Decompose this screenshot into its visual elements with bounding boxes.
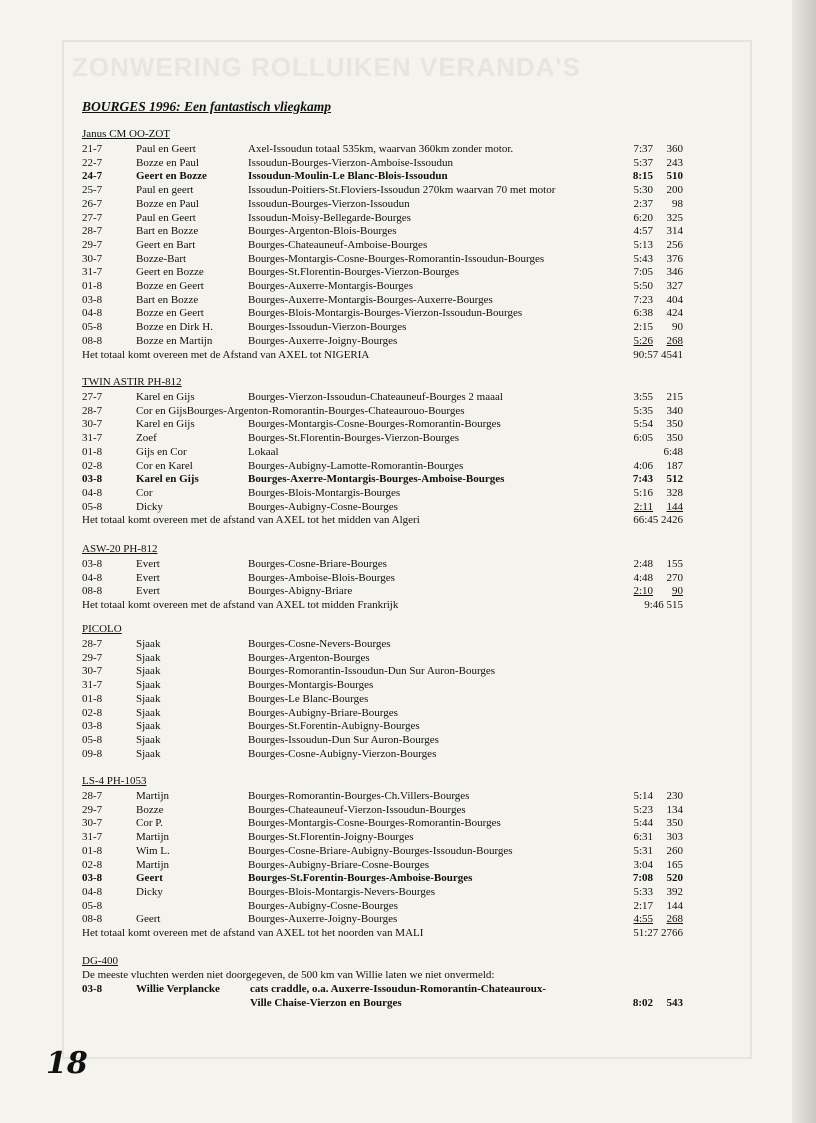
- flight-row: [0, 747, 816, 761]
- dg400-note: De meeste vluchten werden niet doorgegeven, de 500 km van Willie laten we niet onvermeld:: [82, 969, 495, 981]
- flight-crew: Cor P.: [136, 817, 163, 830]
- flight-crew: Sjaak: [136, 747, 161, 760]
- flight-route: Bourges-Auxerre-Montargis-Bourges-Auxerre-Bourges: [248, 293, 493, 306]
- flight-time: 8:15: [632, 170, 653, 183]
- flight-row: [0, 803, 816, 817]
- flight-crew: Sjaak: [136, 651, 161, 664]
- flight-route: Lokaal: [248, 445, 279, 458]
- flight-km: 360: [666, 143, 683, 155]
- flight-route: Bourges-Montargis-Cosne-Bourges-Romorantin-Issoudun-Bourges: [248, 252, 545, 265]
- flight-km: 512: [666, 473, 683, 486]
- flight-date: 01-8: [82, 280, 103, 292]
- flight-route: Bourges-Issoudun-Vierzon-Bourges: [248, 321, 407, 334]
- flight-date: 26-7: [82, 197, 103, 210]
- flight-row: [0, 982, 816, 996]
- flight-time: 5:30: [633, 184, 653, 197]
- flight-row: [0, 472, 816, 486]
- flight-date: 31-7: [82, 831, 103, 844]
- flight-row: [0, 252, 816, 266]
- flight-row: [0, 719, 816, 733]
- flight-route: Bourges-Blois-Montargis-Bourges-Vierzon-Issoudun-Bourges: [248, 307, 523, 320]
- section-total-value: 9:46 515: [644, 599, 683, 612]
- flight-row: [0, 156, 816, 170]
- flight-crew: Geert en Bozze: [136, 266, 204, 279]
- flight-crew: Wim L.: [136, 844, 170, 857]
- flight-route: cats craddle, o.a. Auxerre-Issoudun-Romorantin-Chateauroux-: [250, 983, 546, 995]
- flight-crew: Bozze-Bart: [136, 252, 187, 265]
- flight-km: 144: [666, 899, 683, 912]
- flight-route: Bourges-St.Florentin-Joigny-Bourges: [248, 831, 414, 844]
- flight-date: 24-7: [82, 170, 103, 183]
- flight-crew: Sjaak: [136, 638, 161, 650]
- flight-date: 31-7: [82, 679, 103, 692]
- flight-row: [0, 885, 816, 899]
- flight-date: 30-7: [82, 817, 103, 830]
- flight-route-continued: Ville Chaise-Vierzon en Bourges: [250, 997, 402, 1009]
- flight-km: 6:48: [663, 445, 683, 458]
- flight-route: Bourges-Axerre-Montargis-Bourges-Amboise-Bourges: [248, 473, 505, 486]
- flight-crew: Sjaak: [136, 733, 161, 746]
- flight-row: [0, 789, 816, 803]
- flight-crew: Bozze en Martijn: [136, 334, 213, 347]
- flight-row: [0, 830, 816, 844]
- flight-date: 03-8: [82, 872, 103, 885]
- page-title: BOURGES 1996: Een fantastisch vliegkamp: [82, 99, 332, 114]
- flight-route: Bourges-St.Forentin-Aubigny-Bourges: [248, 720, 420, 733]
- flight-row: [0, 390, 816, 404]
- flight-km: 350: [666, 432, 683, 445]
- flight-date: 03-8: [82, 983, 103, 995]
- flight-route: Bourges-Romorantin-Issoudun-Dun Sur Auron-Bourges: [248, 665, 496, 678]
- flight-km: 327: [666, 280, 683, 292]
- flight-time: 5:31: [633, 844, 653, 857]
- flight-row: [0, 637, 816, 651]
- flight-crew: Karel en Gijs: [136, 418, 195, 431]
- flight-time: 5:14: [633, 790, 653, 802]
- section-heading: TWIN ASTIR PH-812: [82, 376, 182, 388]
- flight-time: 5:23: [633, 803, 653, 816]
- flight-row: [0, 238, 816, 252]
- flight-time: 5:33: [633, 885, 653, 898]
- flight-crew: Bozze en Dirk H.: [136, 321, 213, 334]
- flight-date: 01-8: [82, 692, 103, 705]
- flight-time: 3:55: [633, 391, 653, 403]
- flight-crew: Geert: [136, 913, 161, 926]
- flight-route: Bourges-Auxerre-Joigny-Bourges: [248, 334, 398, 347]
- flight-date: 31-7: [82, 266, 103, 279]
- flight-km: 350: [666, 817, 683, 830]
- flight-crew: Paul en Geert: [136, 143, 196, 155]
- flight-km: 243: [666, 156, 683, 169]
- flight-crew: Bozze en Geert: [136, 280, 204, 292]
- flight-row: [0, 279, 816, 293]
- flight-crew: Geert en Bart: [136, 238, 196, 251]
- flight-time: 2:48: [633, 558, 653, 570]
- flight-date: 25-7: [82, 184, 103, 197]
- flight-crew: Sjaak: [136, 692, 161, 705]
- flight-time: 2:11: [633, 500, 653, 513]
- flight-crew: Dicky: [136, 500, 163, 513]
- flight-time: 5:35: [633, 404, 653, 417]
- flight-date: 04-8: [82, 885, 103, 898]
- flight-km: 314: [666, 225, 683, 238]
- flight-row: [0, 651, 816, 665]
- flight-km: 187: [666, 459, 683, 472]
- flight-row: [0, 211, 816, 225]
- flight-route: Bourges-Blois-Montargis-Bourges: [248, 486, 401, 499]
- flight-row: [0, 996, 816, 1010]
- page-number: 18: [46, 1046, 88, 1081]
- flight-crew: Bart en Bozze: [136, 225, 199, 238]
- flight-crew: Sjaak: [136, 706, 161, 719]
- section-total-text: Het totaal komt overeen met de afstand van AXEL tot het noorden van MALI: [82, 927, 424, 939]
- flight-time: 5:13: [633, 238, 653, 251]
- flight-time: 7:05: [633, 266, 653, 279]
- flight-crew: Cor en Karel: [136, 459, 193, 472]
- flight-km: 200: [666, 184, 683, 197]
- flight-km: 510: [666, 170, 683, 183]
- flight-row: [0, 183, 816, 197]
- flight-row: [0, 445, 816, 459]
- section-total-text: Het totaal komt overeen met de afstand van AXEL tot het midden van Algeri: [82, 514, 420, 527]
- flight-time: 7:08: [632, 872, 653, 885]
- flight-route: Bourges-Cosne-Aubigny-Vierzon-Bourges: [248, 747, 437, 760]
- flight-route: Bourges-Aubigny-Cosne-Bourges: [248, 500, 398, 513]
- flight-date: 27-7: [82, 391, 103, 403]
- flight-route: Bourges-Montargis-Cosne-Bourges-Romorantin-Bourges: [248, 817, 501, 830]
- flight-km: 328: [666, 486, 683, 499]
- flight-km: 270: [666, 571, 683, 584]
- flight-date: 08-8: [82, 585, 103, 598]
- flight-date: 27-7: [82, 211, 103, 224]
- flight-route: Bourges-Auxerre-Montargis-Bourges: [248, 280, 413, 292]
- flight-crew: Geert: [136, 872, 163, 885]
- section-total-value: 66:45 2426: [633, 514, 683, 527]
- flight-route: Bourges-Romorantin-Bourges-Ch.Villers-Bourges: [248, 790, 470, 802]
- flight-crew: Martijn: [136, 831, 169, 844]
- flight-date: 09-8: [82, 747, 103, 760]
- flight-km: 268: [666, 913, 683, 926]
- flight-date: 04-8: [82, 486, 103, 499]
- flight-route: Bourges-Aubigny-Cosne-Bourges: [248, 899, 398, 912]
- flight-row: [0, 733, 816, 747]
- flight-row: [0, 871, 816, 885]
- flight-row: [0, 265, 816, 279]
- flight-row: [0, 571, 816, 585]
- flight-date: 03-8: [82, 293, 103, 306]
- flight-row: [0, 899, 816, 913]
- flight-time: 2:37: [633, 197, 653, 210]
- flight-time: 2:17: [633, 899, 653, 912]
- flight-route: Bourges-Amboise-Blois-Bourges: [248, 571, 395, 584]
- flight-row: [0, 293, 816, 307]
- flight-km: 325: [666, 211, 683, 224]
- flight-route: Axel-Issoudun totaal 535km, waarvan 360km zonder motor.: [248, 143, 514, 155]
- section-total-value: 90:57 4541: [633, 348, 683, 361]
- flight-route: Issoudun-Bourges-Vierzon-Issoudun: [248, 197, 410, 210]
- flight-row: [0, 169, 816, 183]
- flight-km: 90: [672, 321, 683, 334]
- flight-route: Bourges-St.Florentin-Bourges-Vierzon-Bourges: [248, 266, 460, 279]
- flight-row: [0, 557, 816, 571]
- flight-time: 5:54: [633, 418, 653, 431]
- flight-km: 90: [672, 585, 683, 598]
- flight-route: Bourges-Argenton-Bourges: [248, 651, 370, 664]
- flight-row: [0, 678, 816, 692]
- flight-route: Bourges-Aubigny-Lamotte-Romorantin-Bourges: [248, 459, 464, 472]
- flight-crew: Martijn: [136, 858, 169, 871]
- flight-km: 303: [666, 831, 683, 844]
- flight-row: [0, 404, 816, 418]
- flight-row: [0, 306, 816, 320]
- flight-km: 346: [666, 266, 683, 279]
- flight-row: [0, 417, 816, 431]
- flight-crew: Bozze en Paul: [136, 197, 199, 210]
- flight-km: 215: [666, 391, 683, 403]
- flight-date: 29-7: [82, 803, 103, 816]
- flight-km: 376: [666, 252, 683, 265]
- flight-date: 28-7: [82, 404, 103, 417]
- flight-crew: Bozze en Paul: [136, 156, 199, 169]
- flight-crew: Willie Verplancke: [136, 983, 220, 995]
- flight-row: [0, 486, 816, 500]
- flight-km: 165: [666, 858, 683, 871]
- flight-time: 2:10: [633, 585, 653, 598]
- flight-crew: Bozze: [136, 803, 164, 816]
- flight-date: 04-8: [82, 307, 103, 320]
- flight-date: 08-8: [82, 334, 103, 347]
- flight-crew: Gijs en Cor: [136, 445, 187, 458]
- flight-date: 22-7: [82, 156, 103, 169]
- flight-crew: Geert en Bozze: [136, 170, 207, 183]
- flight-time: 7:23: [633, 293, 653, 306]
- flight-km: 404: [666, 293, 683, 306]
- flight-km: 260: [666, 844, 683, 857]
- flight-km: 268: [666, 334, 683, 347]
- flight-route: Bourges-Montargis-Cosne-Bourges-Romorantin-Bourges: [248, 418, 501, 431]
- flight-row: [0, 858, 816, 872]
- flight-route: Bourges-Abigny-Briare: [248, 585, 353, 598]
- flight-date: 28-7: [82, 638, 103, 650]
- flight-date: 30-7: [82, 665, 103, 678]
- flight-time: 7:37: [633, 143, 653, 155]
- flight-time: 3:04: [633, 858, 653, 871]
- flight-row: [0, 197, 816, 211]
- flight-crew: Cor en GijsBourges-Argenton-Romorantin-Bourges-Chateaurouo-Bourges: [136, 404, 465, 417]
- flight-time: 7:43: [632, 473, 653, 486]
- section-heading: PICOLO: [82, 623, 122, 635]
- flight-route: Bourges-Auxerre-Joigny-Bourges: [248, 913, 398, 926]
- flight-date: 03-8: [82, 473, 103, 486]
- flight-crew: Paul en geert: [136, 184, 194, 197]
- flight-crew: Karel en Gijs: [136, 473, 199, 486]
- flight-route: Bourges-Cosne-Nevers-Bourges: [248, 638, 391, 650]
- flight-row: [0, 334, 816, 348]
- section-total-text: Het totaal komt overeen met de Afstand van AXEL tot NIGERIA: [82, 348, 370, 361]
- section-total-value: 51:27 2766: [633, 927, 683, 939]
- flight-row: [0, 664, 816, 678]
- flight-route: Bourges-Chateauneuf-Amboise-Bourges: [248, 238, 428, 251]
- flight-row: [0, 912, 816, 926]
- flight-route: Bourges-Le Blanc-Bourges: [248, 692, 369, 705]
- flight-crew: Evert: [136, 558, 160, 570]
- flight-km: 392: [666, 885, 683, 898]
- flight-route: Bourges-St.Forentin-Bourges-Amboise-Bourges: [248, 872, 473, 885]
- flight-row: [0, 500, 816, 514]
- flight-time: 2:15: [633, 321, 653, 334]
- flight-route: Bourges-Chateauneuf-Vierzon-Issoudun-Bourges: [248, 803, 466, 816]
- flight-date: 03-8: [82, 558, 103, 570]
- flight-row: [0, 431, 816, 445]
- flight-date: 05-8: [82, 733, 103, 746]
- flight-date: 08-8: [82, 913, 103, 926]
- flight-crew: Evert: [136, 571, 160, 584]
- flight-time: 5:50: [633, 280, 653, 292]
- flight-time: 6:31: [633, 831, 653, 844]
- flight-date: 05-8: [82, 899, 103, 912]
- flight-date: 02-8: [82, 706, 103, 719]
- flight-route: Bourges-Argenton-Blois-Bourges: [248, 225, 397, 238]
- flight-date: 28-7: [82, 790, 103, 802]
- flight-route: Issoudun-Bourges-Vierzon-Amboise-Issoudun: [248, 156, 454, 169]
- flight-route: Bourges-Issoudun-Dun Sur Auron-Bourges: [248, 733, 439, 746]
- section-heading: Janus CM OO-ZOT: [82, 128, 170, 140]
- flight-date: 30-7: [82, 418, 103, 431]
- flight-crew: Dicky: [136, 885, 163, 898]
- show-through-watermark: ZONWERING ROLLUIKEN VERANDA'S: [72, 52, 581, 82]
- section-heading: ASW-20 PH-812: [82, 543, 158, 555]
- flight-time: 4:55: [633, 913, 653, 926]
- flight-date: 30-7: [82, 252, 103, 265]
- flight-crew: Karel en Gijs: [136, 391, 195, 403]
- flight-crew: Sjaak: [136, 679, 161, 692]
- flight-row: [0, 459, 816, 473]
- flight-crew: Bozze en Geert: [136, 307, 204, 320]
- flight-km: 520: [666, 872, 683, 885]
- flight-km: 256: [666, 238, 683, 251]
- flight-row: [0, 224, 816, 238]
- section-total-text: Het totaal komt overeen met de afstand van AXEL tot midden Frankrijk: [82, 599, 399, 612]
- flight-date: 29-7: [82, 651, 103, 664]
- flight-crew: Martijn: [136, 790, 169, 802]
- flight-date: 29-7: [82, 238, 103, 251]
- flight-time: 4:48: [633, 571, 653, 584]
- flight-crew: Sjaak: [136, 720, 161, 733]
- flight-date: 05-8: [82, 500, 103, 513]
- flight-date: 02-8: [82, 858, 103, 871]
- flight-time: 5:44: [633, 817, 653, 830]
- flight-route: Bourges-Aubigny-Briare-Cosne-Bourges: [248, 858, 430, 871]
- section-heading: DG-400: [82, 955, 119, 967]
- flight-row: [0, 706, 816, 720]
- flight-route: Bourges-Cosne-Briare-Aubigny-Bourges-Issoudun-Bourges: [248, 844, 513, 857]
- flight-km: 134: [666, 803, 683, 816]
- flight-row: [0, 816, 816, 830]
- flight-row: [0, 320, 816, 334]
- flight-row: [0, 692, 816, 706]
- flight-date: 01-8: [82, 445, 103, 458]
- flight-date: 04-8: [82, 571, 103, 584]
- flight-km: 230: [666, 790, 683, 802]
- flight-time: 4:06: [633, 459, 653, 472]
- flight-time: 6:20: [633, 211, 653, 224]
- flight-km: 424: [666, 307, 683, 320]
- flight-route: Issoudun-Poitiers-St.Floviers-Issoudun 270km waarvan 70 met motor: [248, 184, 556, 197]
- flight-crew: Paul en Geert: [136, 211, 196, 224]
- flight-route: Issoudun-Moisy-Bellegarde-Bourges: [248, 211, 411, 224]
- flight-date: 02-8: [82, 459, 103, 472]
- flight-route: Bourges-Aubigny-Briare-Bourges: [248, 706, 398, 719]
- flight-date: 05-8: [82, 321, 103, 334]
- flight-route: Issoudun-Moulin-Le Blanc-Blois-Issoudun: [248, 170, 448, 183]
- flight-time: 5:26: [633, 334, 653, 347]
- flight-km: 144: [666, 500, 683, 513]
- flight-km: 155: [666, 558, 683, 570]
- flight-time: 5:16: [633, 486, 653, 499]
- flight-route: Bourges-St.Florentin-Bourges-Vierzon-Bourges: [248, 432, 460, 445]
- flight-route: Bourges-Blois-Montargis-Nevers-Bourges: [248, 885, 435, 898]
- flight-row: [0, 584, 816, 598]
- flight-crew: Sjaak: [136, 665, 161, 678]
- flight-km: 340: [666, 404, 683, 417]
- flight-crew: Evert: [136, 585, 160, 598]
- flight-time: 8:02: [632, 997, 653, 1009]
- flight-km: 543: [666, 997, 683, 1009]
- flight-crew: Cor: [136, 486, 153, 499]
- flight-route: Bourges-Vierzon-Issoudun-Chateauneuf-Bourges 2 maaal: [248, 391, 503, 403]
- flight-route: Bourges-Cosne-Briare-Bourges: [248, 558, 387, 570]
- flight-date: 21-7: [82, 143, 103, 155]
- flight-km: 350: [666, 418, 683, 431]
- flight-date: 28-7: [82, 225, 103, 238]
- flight-row: [0, 844, 816, 858]
- flight-time: 6:38: [633, 307, 653, 320]
- flight-time: 6:05: [633, 432, 653, 445]
- flight-route: Bourges-Montargis-Bourges: [248, 679, 374, 692]
- flight-time: 4:57: [633, 225, 653, 238]
- flight-time: 5:43: [633, 252, 653, 265]
- flight-date: 31-7: [82, 432, 103, 445]
- flight-km: 98: [672, 197, 683, 210]
- flight-date: 01-8: [82, 844, 103, 857]
- flight-date: 03-8: [82, 720, 103, 733]
- section-heading: LS-4 PH-1053: [82, 775, 147, 787]
- flight-row: [0, 142, 816, 156]
- flight-crew: Bart en Bozze: [136, 293, 199, 306]
- flight-crew: Zoef: [136, 432, 157, 445]
- flight-time: 5:37: [633, 156, 653, 169]
